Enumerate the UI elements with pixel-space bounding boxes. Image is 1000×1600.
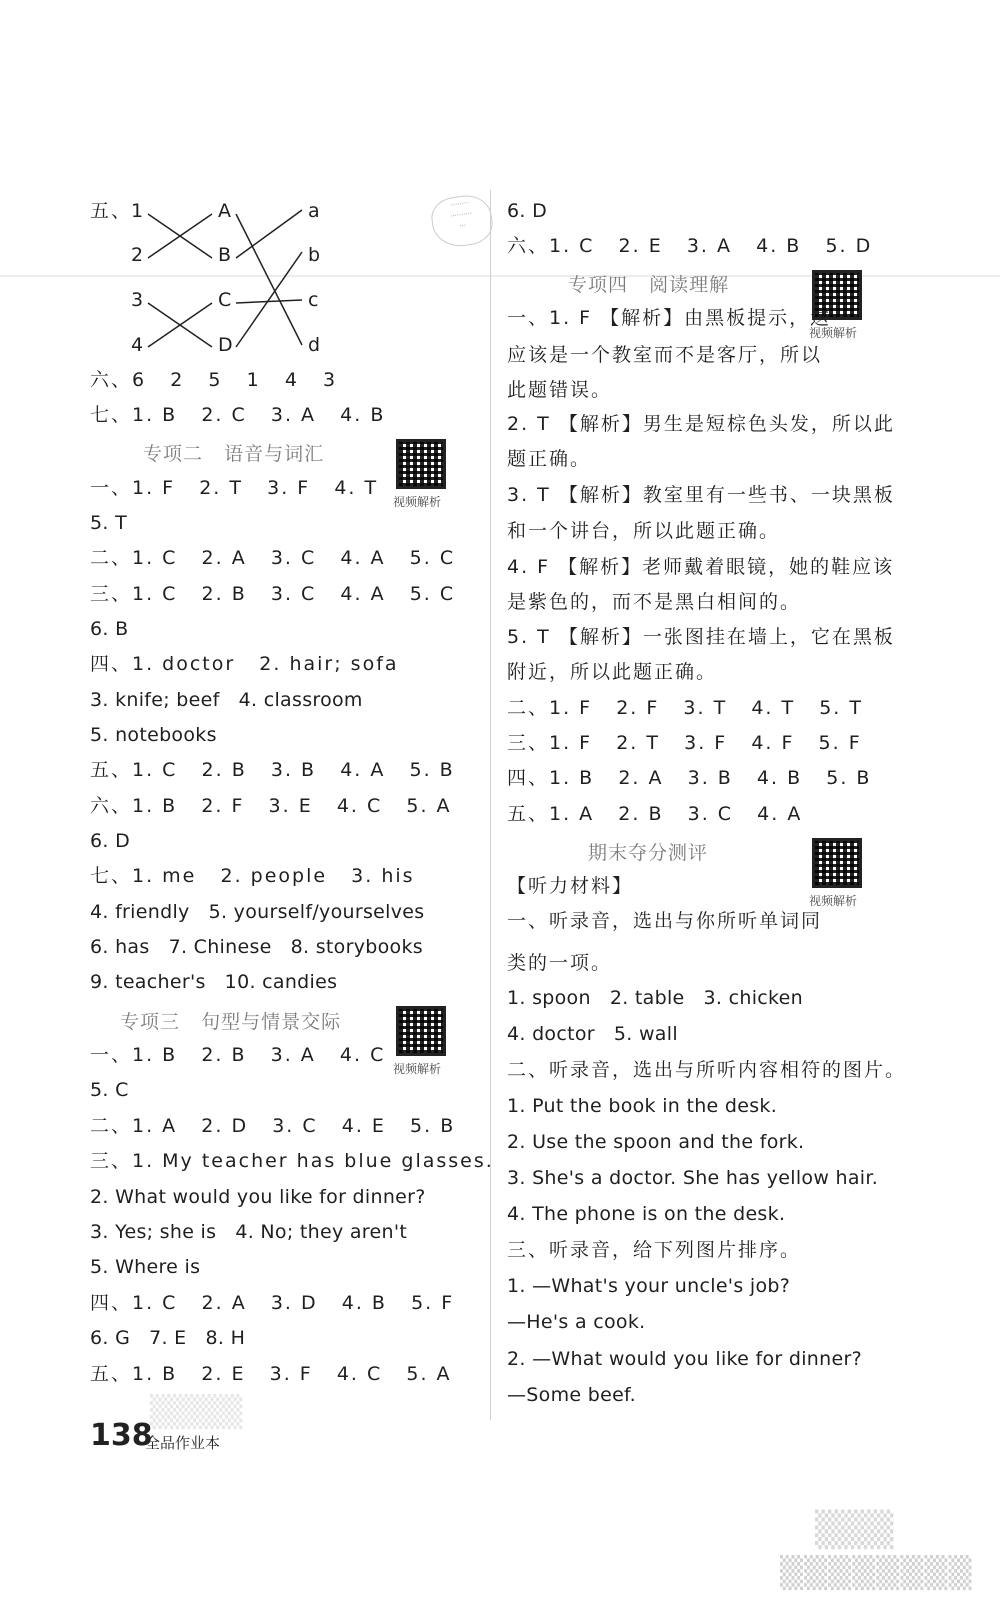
match-cap-d: D — [218, 334, 233, 356]
answer-line: 2. T 【解析】男生是短棕色头发，所以此 — [507, 413, 895, 435]
answer-line: 五、1. C 2. B 3. B 4. A 5. B — [90, 759, 455, 781]
answer-line: 4. friendly 5. yourself/yourselves — [90, 901, 425, 923]
answer-line: 2. —What would you like for dinner? — [507, 1348, 862, 1370]
qr-code-icon[interactable] — [396, 439, 446, 489]
answer-line: 5. notebooks — [90, 724, 217, 746]
answer-line: —He's a cook. — [507, 1311, 646, 1333]
answer-line: 【听力材料】 — [507, 875, 634, 897]
match-low-b: b — [308, 244, 321, 266]
match-low-c: c — [308, 289, 319, 311]
answer-line: 3. T 【解析】教室里有一些书、一块黑板 — [507, 484, 895, 506]
qr-label: 视频解析 — [809, 894, 858, 908]
answer-line: 6. D — [507, 200, 547, 222]
answer-line: 三、1. C 2. B 3. C 4. A 5. C — [90, 583, 456, 605]
answer-line: 六、1. B 2. F 3. E 4. C 5. A — [90, 795, 452, 817]
match-num-1: 1 — [131, 200, 144, 222]
answer-line: 6. B — [90, 618, 129, 640]
answer-line: 附近，所以此题正确。 — [507, 661, 718, 683]
answer-line: 二、1. A 2. D 3. C 4. E 5. B — [90, 1115, 456, 1137]
section-title: 期末夺分测评 — [588, 842, 709, 864]
answer-line: 类的一项。 — [507, 952, 613, 974]
answer-line: 六、6 2 5 1 4 3 — [90, 369, 338, 391]
answer-line: 二、1. F 2. F 3. T 4. T 5. T — [507, 697, 863, 719]
answer-line: 5. T — [90, 512, 127, 534]
stamp-mark: ........ .......... ... — [429, 192, 495, 250]
page-number: 138 — [90, 1418, 153, 1453]
answer-line: 3. knife; beef 4. classroom — [90, 689, 363, 711]
answer-line: 5. Where is — [90, 1256, 201, 1278]
answer-line: 4. F 【解析】老师戴着眼镜，她的鞋应该 — [507, 556, 895, 578]
match-num-2: 2 — [131, 244, 144, 266]
answer-line: 三、1. My teacher has blue glasses. — [90, 1150, 494, 1172]
answer-line: 三、1. F 2. T 3. F 4. F 5. F — [507, 732, 862, 754]
answer-line: 1. —What's your uncle's job? — [507, 1275, 791, 1297]
answer-line: 3. She's a doctor. She has yellow hair. — [507, 1167, 879, 1189]
matching-lines — [0, 0, 400, 400]
qr-code-icon[interactable] — [812, 838, 862, 888]
column-divider — [490, 190, 491, 1420]
answer-line: 1. spoon 2. table 3. chicken — [507, 987, 803, 1009]
answer-line: 四、1. B 2. A 3. B 4. B 5. B — [507, 767, 872, 789]
answer-line: 4. The phone is on the desk. — [507, 1203, 786, 1225]
answer-line: 2. What would you like for dinner? — [90, 1186, 426, 1208]
section-title: 专项三 句型与情景交际 — [120, 1011, 342, 1033]
match-num-4: 4 — [131, 334, 144, 356]
watermark-logo: ▒▒▒ — [815, 1510, 894, 1550]
answer-line: 此题错误。 — [507, 379, 613, 401]
answer-line: 五、1. B 2. E 3. F 4. C 5. A — [90, 1363, 452, 1385]
answer-line: 一、1. F 【解析】由黑板提示，这 — [507, 307, 832, 329]
answer-line: 七、1. B 2. C 3. A 4. B — [90, 404, 386, 426]
answer-line: 6. D — [90, 830, 130, 852]
answer-line: 和一个讲台，所以此题正确。 — [507, 520, 781, 542]
match-cap-a: A — [218, 200, 232, 222]
answer-line: 9. teacher's 10. candies — [90, 971, 338, 993]
answer-line: 题正确。 — [507, 448, 592, 470]
answer-line: 七、1. me 2. people 3. his — [90, 865, 415, 887]
answer-line: 五、1. A 2. B 3. C 4. A — [507, 803, 803, 825]
answer-line: 2. Use the spoon and the fork. — [507, 1131, 805, 1153]
qr-code-icon[interactable] — [396, 1006, 446, 1056]
answer-line: 4. doctor 5. wall — [507, 1023, 678, 1045]
answer-line: 二、1. C 2. A 3. C 4. A 5. C — [90, 547, 456, 569]
matching-prefix: 五、 — [90, 200, 133, 222]
answer-line: 一、1. B 2. B 3. A 4. C — [90, 1044, 386, 1066]
answer-line: 6. G 7. E 8. H — [90, 1327, 246, 1349]
page-label: 全品作业本 — [145, 1434, 221, 1452]
answer-line: 5. C — [90, 1079, 129, 1101]
answer-line: 三、听录音，给下列图片排序。 — [507, 1239, 802, 1261]
watermark: ▒▒▒▒ — [150, 1395, 243, 1430]
answer-line: 1. Put the book in the desk. — [507, 1095, 778, 1117]
answer-line: 6. has 7. Chinese 8. storybooks — [90, 936, 423, 958]
qr-label: 视频解析 — [809, 326, 858, 340]
answer-line: 一、1. F 2. T 3. F 4. T — [90, 477, 379, 499]
answer-line: 应该是一个教室而不是客厅，所以 — [507, 344, 823, 366]
answer-line: 5. T 【解析】一张图挂在墙上，它在黑板 — [507, 626, 895, 648]
match-cap-b: B — [218, 244, 232, 266]
section-title: 专项四 阅读理解 — [568, 274, 730, 296]
answer-line: 二、听录音，选出与所听内容相符的图片。 — [507, 1059, 907, 1081]
watermark-url: ▒▒▒▒▒▒▒▒ — [780, 1556, 973, 1591]
answer-line: 一、听录音，选出与你所听单词同 — [507, 910, 823, 932]
answer-line: 四、1. C 2. A 3. D 4. B 5. F — [90, 1292, 455, 1314]
section-title: 专项二 语音与词汇 — [143, 443, 325, 465]
match-low-a: a — [308, 200, 320, 222]
qr-label: 视频解析 — [393, 1062, 442, 1076]
qr-label: 视频解析 — [393, 495, 442, 509]
answer-line: 3. Yes; she is 4. No; they aren't — [90, 1221, 408, 1243]
match-low-d: d — [308, 334, 321, 356]
answer-line: 四、1. doctor 2. hair; sofa — [90, 653, 399, 675]
answer-line: 六、1. C 2. E 3. A 4. B 5. D — [507, 235, 873, 257]
answer-line: 是紫色的，而不是黑白相间的。 — [507, 591, 802, 613]
match-line-db — [236, 252, 302, 347]
match-cap-c: C — [218, 289, 232, 311]
match-num-3: 3 — [131, 289, 144, 311]
answer-line: —Some beef. — [507, 1384, 637, 1406]
